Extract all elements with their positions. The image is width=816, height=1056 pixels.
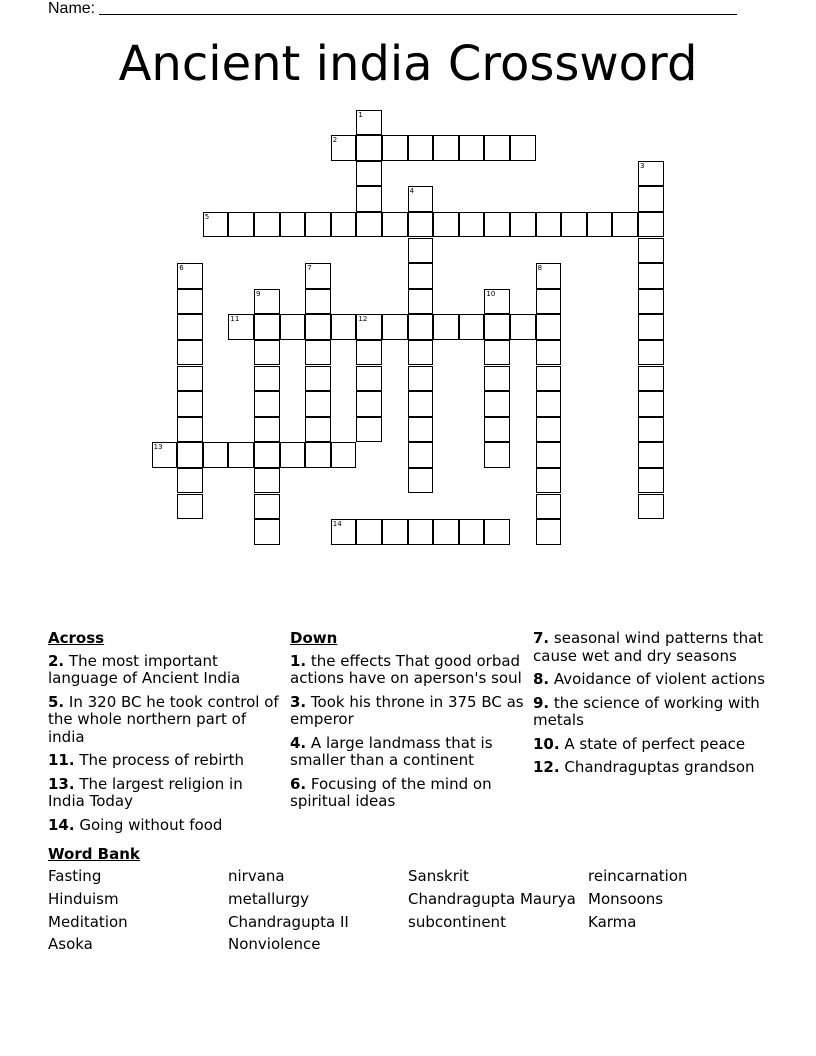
grid-cell[interactable]: [305, 417, 331, 443]
grid-cell[interactable]: [280, 314, 306, 340]
down-clue: [290, 776, 526, 811]
across-clue: [48, 694, 284, 747]
grid-cell[interactable]: [459, 314, 485, 340]
grid-cell[interactable]: [408, 340, 434, 366]
grid-cell[interactable]: [254, 468, 280, 494]
clue-text: Chandraguptas grandson: [559, 758, 755, 776]
grid-cell[interactable]: [356, 366, 382, 392]
clue-number: 10.: [533, 734, 560, 753]
grid-cell[interactable]: [254, 494, 280, 520]
clue-text: A large landmass that is smaller than a continent: [290, 733, 493, 769]
grid-cell[interactable]: [305, 289, 331, 315]
down-clue: [290, 653, 526, 688]
grid-cell[interactable]: [408, 186, 434, 212]
grid-cell[interactable]: [433, 314, 459, 340]
grid-cell[interactable]: [408, 519, 434, 545]
grid-cell[interactable]: [331, 212, 357, 238]
grid-cell[interactable]: [177, 289, 203, 315]
grid-cell[interactable]: [638, 391, 664, 417]
grid-cell[interactable]: [177, 391, 203, 417]
grid-cell[interactable]: [305, 263, 331, 289]
word-bank-entry: Chandragupta Maurya: [408, 889, 576, 908]
word-bank-entry: metallurgy: [228, 889, 310, 908]
clue-number: 14.: [48, 815, 75, 834]
grid-cell[interactable]: [280, 442, 306, 468]
grid-cell[interactable]: [408, 468, 434, 494]
grid-cell[interactable]: [356, 212, 382, 238]
grid-cell[interactable]: [254, 366, 280, 392]
down-clues: [290, 630, 526, 817]
grid-cell[interactable]: [638, 263, 664, 289]
grid-cell[interactable]: [356, 161, 382, 187]
clue-number: 3.: [290, 692, 307, 711]
clue-number: 12: [358, 315, 368, 324]
clue-number: 7.: [533, 629, 550, 647]
grid-cell[interactable]: [331, 442, 357, 468]
page-title: Ancient india Crossword: [118, 36, 698, 92]
grid-cell[interactable]: [459, 519, 485, 545]
clue-text: Took his throne in 375 BC as emperor: [290, 692, 524, 728]
grid-cell[interactable]: [408, 238, 434, 264]
clue-number: 1.: [290, 651, 307, 670]
grid-cell[interactable]: [305, 212, 331, 238]
grid-cell[interactable]: [254, 289, 280, 315]
down-clue: [290, 735, 526, 770]
clue-text: the effects That good orbad actions have on aperson's soul: [290, 651, 522, 687]
clue-text: the science of working with metals: [533, 693, 760, 729]
grid-cell[interactable]: [536, 417, 562, 443]
word-bank-entry: Fasting: [48, 867, 102, 885]
down-clue: [533, 695, 769, 730]
down-clue: [533, 759, 769, 777]
grid-cell[interactable]: [638, 468, 664, 494]
grid-cell[interactable]: [408, 366, 434, 392]
clue-text: Going without food: [74, 815, 223, 834]
grid-cell[interactable]: [177, 263, 203, 289]
clue-number: 6: [179, 264, 184, 273]
down-clues-continued: [533, 630, 769, 783]
grid-cell[interactable]: [331, 519, 357, 545]
grid-cell[interactable]: [638, 238, 664, 264]
across-clue: [48, 752, 284, 770]
word-bank-entry: Sanskrit: [408, 867, 469, 885]
grid-cell[interactable]: [254, 519, 280, 545]
grid-cell[interactable]: [484, 519, 510, 545]
grid-cell[interactable]: [433, 212, 459, 238]
grid-cell[interactable]: [510, 135, 536, 161]
grid-cell[interactable]: [305, 442, 331, 468]
grid-cell[interactable]: [536, 314, 562, 340]
grid-cell[interactable]: [228, 442, 254, 468]
grid-cell[interactable]: [254, 314, 280, 340]
grid-cell[interactable]: [561, 212, 587, 238]
clue-number: 3: [640, 161, 645, 170]
clue-number: 9: [256, 289, 261, 298]
word-bank-heading: Word Bank: [48, 845, 140, 863]
grid-cell[interactable]: [638, 186, 664, 212]
grid-cell[interactable]: [382, 212, 408, 238]
grid-cell[interactable]: [536, 442, 562, 468]
grid-cell[interactable]: [484, 289, 510, 315]
word-bank-entry: Chandragupta II: [228, 912, 349, 931]
grid-cell[interactable]: [638, 417, 664, 443]
grid-cell[interactable]: [484, 212, 510, 238]
clue-number: 14: [332, 520, 342, 529]
grid-cell[interactable]: [177, 442, 203, 468]
clue-number: 8: [537, 264, 543, 273]
word-bank-entry: nirvana: [228, 867, 285, 885]
across-clue: [48, 776, 284, 811]
grid-cell[interactable]: [305, 366, 331, 392]
clue-text: Avoidance of violent actions: [549, 670, 765, 688]
grid-cell[interactable]: [408, 263, 434, 289]
grid-cell[interactable]: [382, 135, 408, 161]
grid-cell[interactable]: [638, 314, 664, 340]
grid-cell[interactable]: [254, 212, 280, 238]
grid-cell[interactable]: [356, 417, 382, 443]
grid-cell[interactable]: [177, 417, 203, 443]
grid-cell[interactable]: [177, 314, 203, 340]
grid-cell[interactable]: [254, 340, 280, 366]
clue-text: Focusing of the mind on spiritual ideas: [290, 774, 492, 810]
grid-cell[interactable]: [254, 391, 280, 417]
word-bank-entry: Meditation: [48, 912, 128, 931]
clue-number: 12.: [533, 758, 560, 776]
clue-number: 7: [307, 264, 312, 273]
grid-cell[interactable]: [459, 212, 485, 238]
grid-cell[interactable]: [638, 340, 664, 366]
grid-cell[interactable]: [305, 314, 331, 340]
grid-cell[interactable]: [356, 340, 382, 366]
grid-cell[interactable]: [587, 212, 613, 238]
clue-number: 4: [409, 187, 415, 196]
grid-cell[interactable]: [484, 135, 510, 161]
clue-text: The most important language of Ancient India: [48, 651, 241, 687]
grid-cell[interactable]: [536, 391, 562, 417]
grid-cell[interactable]: [536, 340, 562, 366]
grid-cell[interactable]: [484, 391, 510, 417]
grid-cell[interactable]: [331, 135, 357, 161]
clue-number: 4.: [290, 733, 307, 752]
across-clues: [48, 630, 284, 840]
grid-cell[interactable]: [536, 263, 562, 289]
grid-cell[interactable]: [433, 135, 459, 161]
grid-cell[interactable]: [177, 494, 203, 520]
grid-cell[interactable]: [638, 366, 664, 392]
grid-cell[interactable]: [638, 161, 664, 187]
grid-cell[interactable]: [356, 391, 382, 417]
grid-cell[interactable]: [484, 442, 510, 468]
down-clue: [533, 630, 769, 665]
name-label: Name:: [48, 0, 96, 17]
clue-text: The largest religion in India Today: [48, 774, 243, 810]
word-bank-entry: Monsoons: [588, 889, 664, 908]
across-clue: [48, 817, 284, 835]
grid-cell[interactable]: [510, 314, 536, 340]
grid-cell[interactable]: [228, 314, 254, 340]
grid-cell[interactable]: [177, 340, 203, 366]
grid-cell[interactable]: [408, 442, 434, 468]
word-bank-entry: reincarnation: [588, 867, 688, 885]
down-clue: [533, 736, 769, 754]
across-clue: [48, 653, 284, 688]
grid-cell[interactable]: [177, 366, 203, 392]
grid-cell[interactable]: [356, 519, 382, 545]
clue-number: 2: [332, 136, 338, 145]
grid-cell[interactable]: [536, 366, 562, 392]
grid-cell[interactable]: [177, 468, 203, 494]
word-bank-entry: Hinduism: [48, 889, 119, 908]
grid-cell[interactable]: [459, 135, 485, 161]
grid-cell[interactable]: [331, 314, 357, 340]
grid-cell[interactable]: [510, 212, 536, 238]
down-clue: [290, 694, 526, 729]
clue-number: 1: [358, 110, 363, 119]
down-clue: [533, 671, 769, 689]
grid-cell[interactable]: [305, 391, 331, 417]
grid-cell[interactable]: [228, 212, 254, 238]
grid-cell[interactable]: [536, 289, 562, 315]
clue-number: 2.: [48, 651, 65, 670]
grid-cell[interactable]: [408, 135, 434, 161]
grid-cell[interactable]: [152, 442, 178, 468]
grid-cell[interactable]: [356, 135, 382, 161]
grid-cell[interactable]: [254, 417, 280, 443]
clue-number: 11: [230, 315, 240, 324]
grid-cell[interactable]: [254, 442, 280, 468]
across-heading: Across: [48, 629, 105, 647]
clue-number: 5.: [48, 692, 65, 711]
grid-cell[interactable]: [433, 519, 459, 545]
clue-text: In 320 BC he took control of the whole northern part of india: [48, 692, 279, 746]
clue-number: 10: [486, 289, 496, 298]
grid-cell[interactable]: [638, 289, 664, 315]
grid-cell[interactable]: [305, 340, 331, 366]
grid-cell[interactable]: [408, 391, 434, 417]
grid-cell[interactable]: [203, 442, 229, 468]
grid-cell[interactable]: [536, 519, 562, 545]
grid-cell[interactable]: [484, 417, 510, 443]
grid-cell[interactable]: [408, 289, 434, 315]
grid-cell[interactable]: [408, 417, 434, 443]
grid-cell[interactable]: [638, 494, 664, 520]
clue-number: 6.: [290, 774, 307, 793]
grid-cell[interactable]: [638, 442, 664, 468]
clue-number: 13.: [48, 774, 75, 793]
grid-cell[interactable]: [638, 212, 664, 238]
grid-cell[interactable]: [408, 314, 434, 340]
word-bank-entry: Asoka: [48, 935, 93, 954]
grid-cell[interactable]: [536, 468, 562, 494]
clue-number: 11.: [48, 751, 75, 769]
grid-cell[interactable]: [356, 186, 382, 212]
word-bank-entry: Nonviolence: [228, 935, 321, 954]
grid-cell[interactable]: [356, 314, 382, 340]
word-bank-entry: subcontinent: [408, 912, 506, 931]
grid-cell[interactable]: [382, 519, 408, 545]
clue-number: 9.: [533, 693, 550, 712]
clue-number: 5: [204, 212, 210, 221]
grid-cell[interactable]: [484, 366, 510, 392]
word-bank-entry: Karma: [588, 912, 637, 931]
grid-cell[interactable]: [356, 110, 382, 136]
grid-cell[interactable]: [612, 212, 638, 238]
grid-cell[interactable]: [280, 212, 306, 238]
clue-number: 8.: [533, 670, 550, 688]
grid-cell[interactable]: [536, 212, 562, 238]
grid-cell[interactable]: [382, 314, 408, 340]
clue-text: A state of perfect peace: [559, 734, 746, 753]
grid-cell[interactable]: [536, 494, 562, 520]
clue-number: 13: [153, 443, 163, 452]
clue-text: seasonal wind patterns that cause wet and dry seasons: [533, 629, 764, 665]
grid-cell[interactable]: [484, 340, 510, 366]
grid-cell[interactable]: [408, 212, 434, 238]
grid-cell[interactable]: [203, 212, 229, 238]
clue-text: The process of rebirth: [74, 751, 244, 769]
down-heading: Down: [290, 629, 338, 647]
grid-cell[interactable]: [484, 314, 510, 340]
